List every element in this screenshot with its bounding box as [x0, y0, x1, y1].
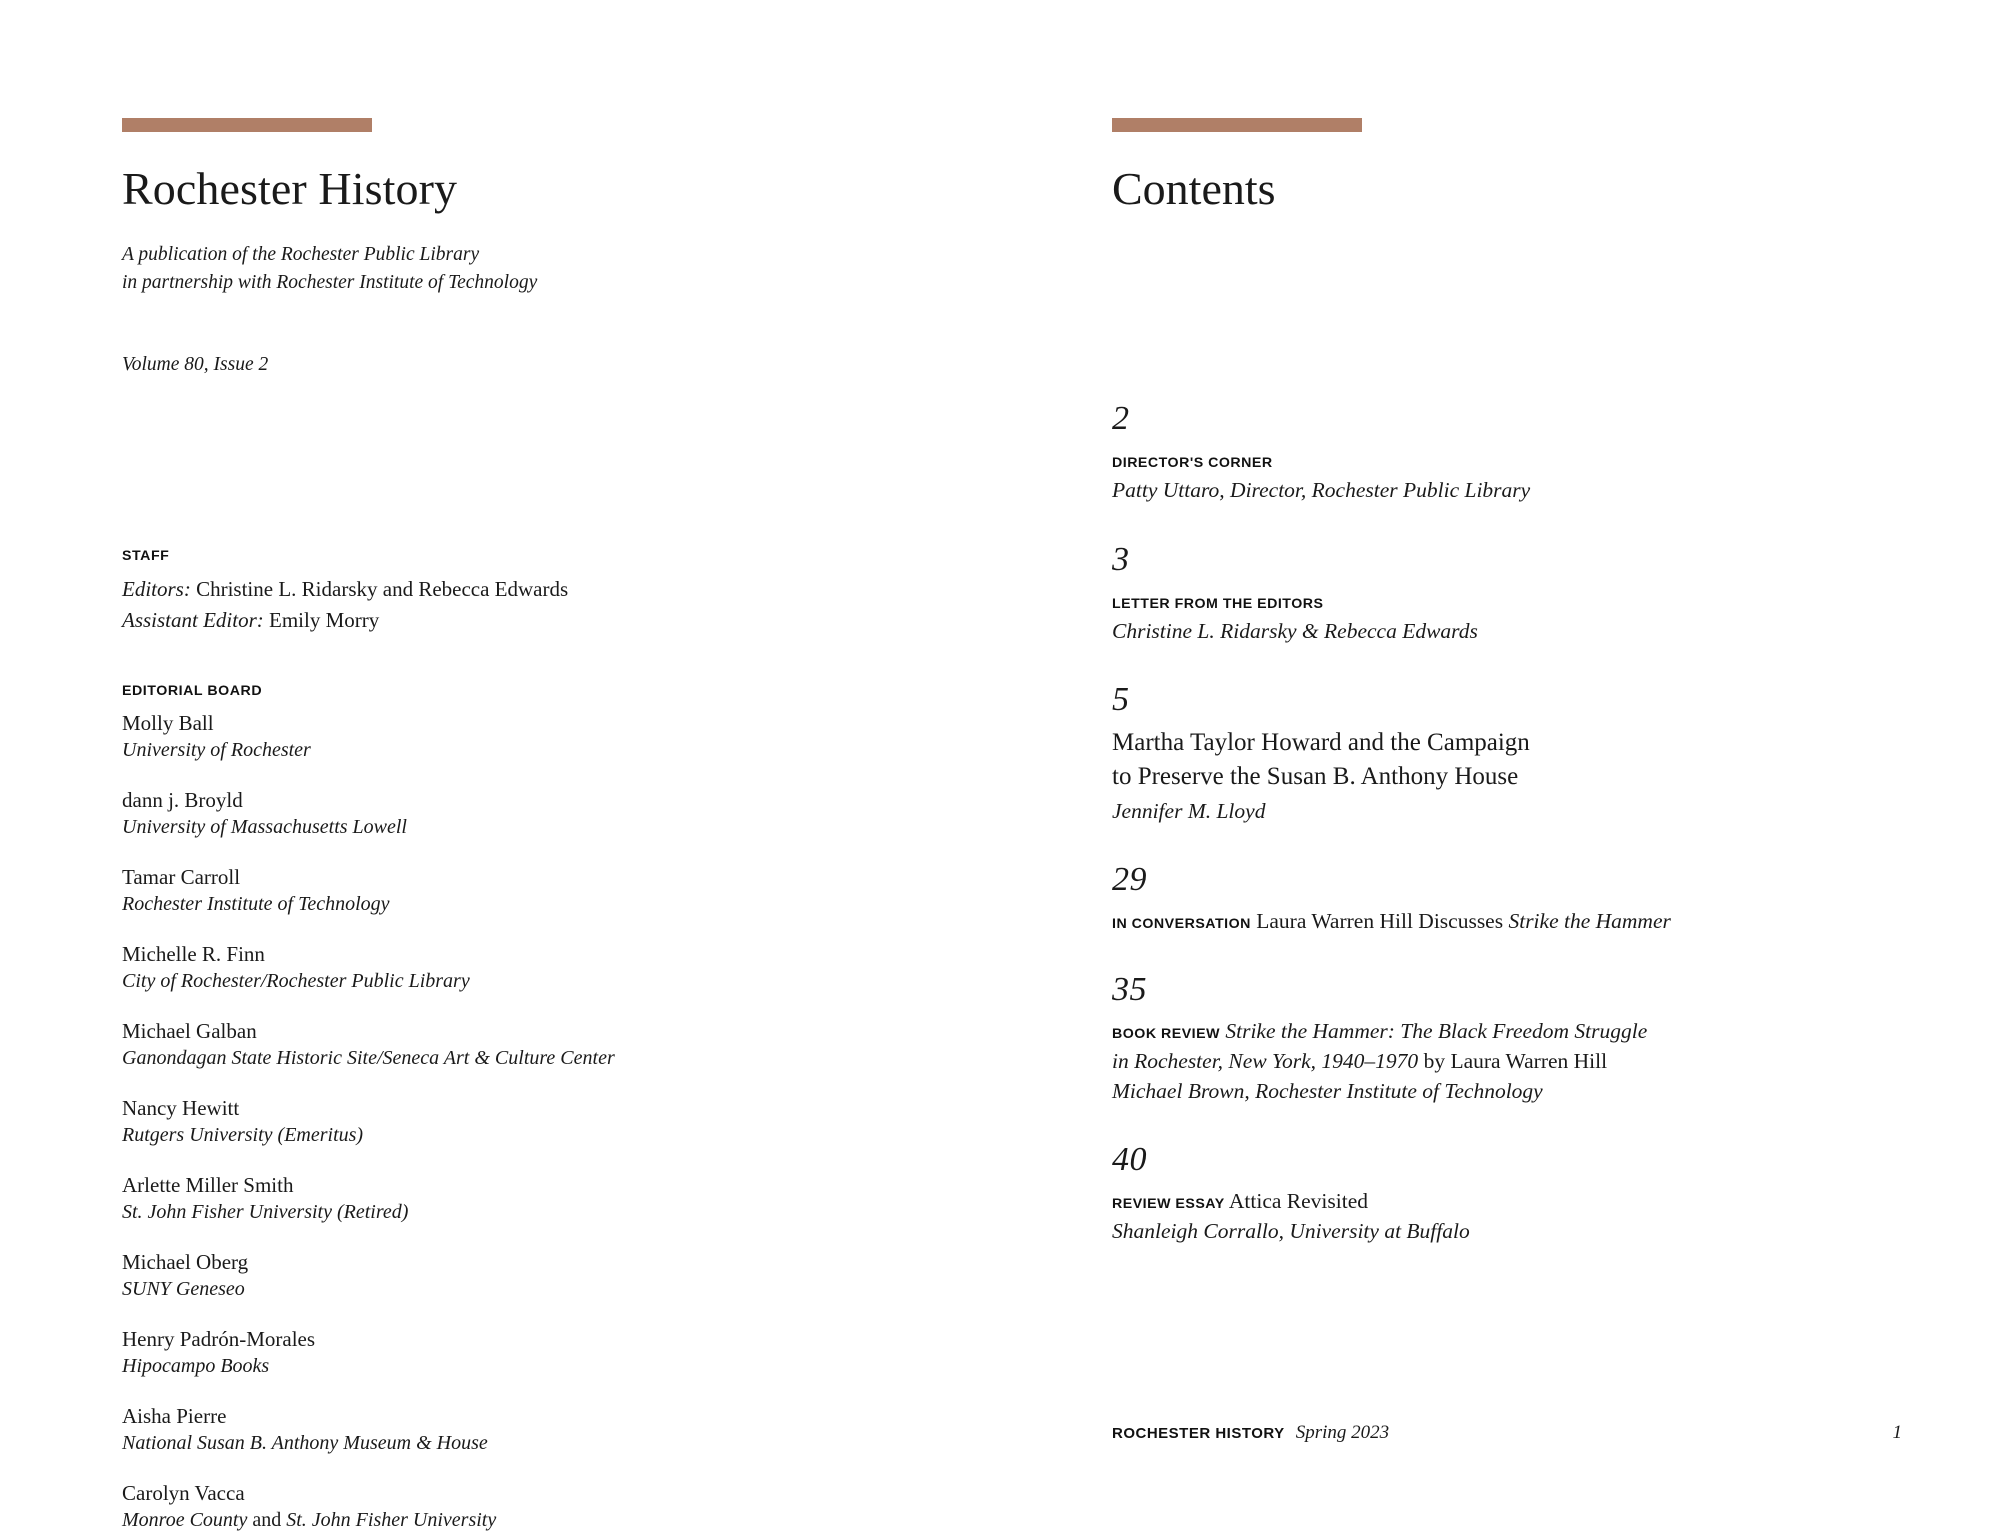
board-member-affiliation: University of Rochester [122, 739, 311, 762]
toc-page-number: 29 [1112, 860, 1147, 898]
toc-kicker: LETTER FROM THE EDITORS [1112, 595, 1324, 612]
toc-kicker: DIRECTOR'S CORNER [1112, 455, 1273, 472]
contents-title: Contents [1112, 163, 1276, 214]
board-member [122, 863, 762, 918]
toc-entry-directors-corner[interactable] [1112, 401, 1812, 505]
masthead-column [122, 118, 762, 1533]
editorial-board-heading: EDITORIAL BOARD [122, 683, 263, 700]
board-member-affiliation: St. John Fisher University (Retired) [122, 1200, 409, 1223]
board-member-affiliation: City of Rochester/Rochester Public Library [122, 970, 470, 993]
board-member-name: Aisha Pierre [122, 1403, 227, 1428]
board-member [122, 1325, 762, 1380]
toc-page-number: 2 [1112, 400, 1130, 438]
accent-rule-contents [1112, 118, 1362, 132]
editors-names: Christine L. Ridarsky and Rebecca Edwards [190, 577, 569, 602]
toc-entry-text: Laura Warren Hill Discusses [1250, 908, 1509, 933]
toc-entry-text: Attica Revisited [1224, 1189, 1369, 1214]
board-member [122, 1479, 762, 1533]
toc-kicker-line [1112, 1016, 1812, 1076]
toc-page-number: 35 [1112, 970, 1147, 1008]
board-member-affiliation: University of Massachusetts Lowell [122, 816, 407, 839]
publication-subtitle [122, 241, 762, 296]
page-footer [1112, 1422, 1902, 1444]
toc-entry-letter-from-editors[interactable] [1112, 542, 1812, 646]
toc-entry-author: Patty Uttaro, Director, Rochester Public Library [1112, 478, 1531, 503]
board-member-affiliation: Ganondagan State Historic Site/Seneca Art & Culture Center [122, 1047, 615, 1070]
toc-feature-title-line-2: to Preserve the Susan B. Anthony House [1112, 762, 1519, 790]
subtitle-line-1: A publication of the Rochester Public Library [122, 244, 480, 266]
board-member-name: Tamar Carroll [122, 865, 241, 890]
board-member [122, 1248, 762, 1303]
footer-running-head [1112, 1422, 1389, 1444]
toc-entry-author: Christine L. Ridarsky & Rebecca Edwards [1112, 618, 1478, 643]
toc-entry-review-essay[interactable] [1112, 1142, 1812, 1246]
footer-brand: ROCHESTER HISTORY [1112, 1425, 1285, 1442]
toc-kicker-line [1112, 1186, 1812, 1216]
board-member [122, 786, 762, 841]
board-member-name: Carolyn Vacca [122, 1480, 245, 1505]
toc-entry-author: Shanleigh Corrallo, University at Buffalo [1112, 1219, 1470, 1244]
board-member-name: Michael Galban [122, 1018, 257, 1043]
toc-page-number: 40 [1112, 1141, 1147, 1179]
board-member-name: Michael Oberg [122, 1249, 249, 1274]
board-member [122, 1171, 762, 1226]
board-member-name: Henry Padrón-Morales [122, 1326, 316, 1351]
footer-page-number: 1 [1892, 1422, 1902, 1443]
editors-label: Editors: [122, 577, 191, 602]
toc-entry-book-title: Strike the Hammer [1508, 908, 1671, 933]
toc-book-title-line-1: Strike the Hammer: The Black Freedom Struggle [1219, 1019, 1648, 1044]
toc-entry-author: Michael Brown, Rochester Institute of Technology [1112, 1079, 1543, 1104]
toc-kicker: BOOK REVIEW [1112, 1026, 1220, 1043]
toc-kicker-line [1112, 586, 1812, 616]
board-member [122, 1094, 762, 1149]
toc-entry-author: Jennifer M. Lloyd [1112, 798, 1266, 823]
board-member-affiliation: Rochester Institute of Technology [122, 893, 390, 916]
editorial-board-section [122, 683, 762, 1533]
volume-issue: Volume 80, Issue 2 [122, 353, 269, 375]
board-member [122, 709, 762, 764]
contents-column [1112, 118, 1812, 1247]
toc-kicker: REVIEW ESSAY [1112, 1196, 1225, 1213]
toc-book-author: by Laura Warren Hill [1418, 1049, 1608, 1074]
board-member-affiliation: National Susan B. Anthony Museum & House [122, 1431, 488, 1454]
affiliation-joiner: and [247, 1508, 287, 1531]
table-of-contents [1112, 401, 1812, 1246]
toc-kicker-line [1112, 445, 1812, 475]
toc-entry-in-conversation[interactable] [1112, 862, 1812, 936]
toc-page-number: 5 [1112, 680, 1130, 718]
toc-page-number: 3 [1112, 540, 1130, 578]
toc-feature-title [1112, 726, 1812, 794]
board-member-name: dann j. Broyld [122, 788, 243, 813]
toc-feature-title-line-1: Martha Taylor Howard and the Campaign [1112, 728, 1530, 756]
assistant-editor-label: Assistant Editor: [122, 607, 264, 632]
board-member-name: Molly Ball [122, 711, 214, 736]
publication-title: Rochester History [122, 163, 458, 214]
board-member [122, 1017, 762, 1072]
board-member-affiliation [122, 1507, 762, 1533]
board-member [122, 940, 762, 995]
toc-entry-feature-article[interactable] [1112, 682, 1812, 826]
staff-assistant-editor-line [122, 605, 762, 635]
board-member-name: Arlette Miller Smith [122, 1172, 294, 1197]
staff-editors-line [122, 574, 762, 604]
board-member-name: Nancy Hewitt [122, 1095, 240, 1120]
affiliation-part-1: Monroe County [122, 1508, 248, 1531]
toc-book-title-line-2: in Rochester, New York, 1940–1970 [1112, 1049, 1419, 1074]
toc-kicker-line [1112, 906, 1812, 936]
staff-heading: STAFF [122, 548, 170, 565]
board-member [122, 1402, 762, 1457]
accent-rule-masthead [122, 118, 372, 132]
board-member-affiliation: Hipocampo Books [122, 1354, 270, 1377]
board-member-affiliation: SUNY Geneseo [122, 1277, 245, 1300]
toc-entry-book-review[interactable] [1112, 972, 1812, 1106]
board-member-name: Michelle R. Finn [122, 942, 265, 967]
subtitle-line-2: in partnership with Rochester Institute of Technology [122, 271, 538, 293]
assistant-editor-name: Emily Morry [263, 607, 380, 632]
footer-issue: Spring 2023 [1295, 1422, 1390, 1443]
board-member-affiliation: Rutgers University (Emeritus) [122, 1124, 364, 1147]
toc-kicker: IN CONVERSATION [1112, 915, 1251, 932]
staff-section [122, 548, 762, 635]
affiliation-part-2: St. John Fisher University [286, 1508, 497, 1531]
